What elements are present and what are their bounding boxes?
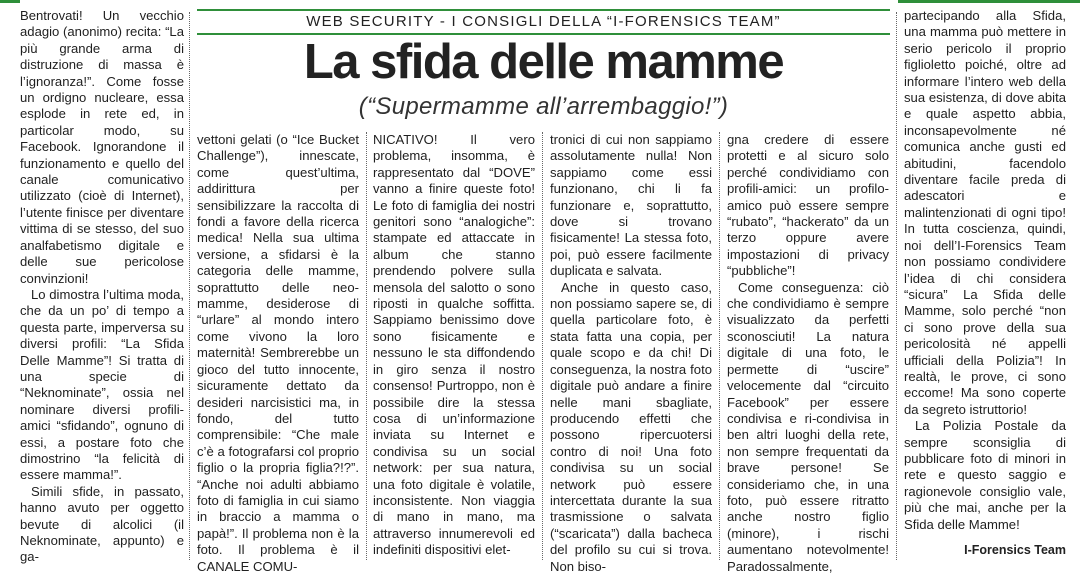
section-header: WEB SECURITY - I CONSIGLI DELLA “I-FORENSICS TEAM”: [197, 9, 890, 35]
article-column-6: [904, 8, 1066, 533]
paragraph: Come conseguenza: ciò che condividiamo è sempre visualizzato da perfetti sconosciuti! La natura digitale di una foto, le permette di “uscire” velocemente dal “circuito Facebook” per essere condivisa e ri-condivisa in ben altri luoghi della rete, non sempre frequentati da brave persone! Se consideriamo che, in una foto, può essere ritratto anche nostro figlio (minore), i rischi aumentano notevolmente! Paradossalmente,: [727, 279, 889, 574]
article-column-5: [727, 132, 889, 575]
column-divider: [719, 132, 720, 560]
article-column-4: [550, 132, 712, 575]
paragraph: partecipando alla Sfida, una mamma può mettere in serio pericolo il proprio figlioletto poiché, oltre ad informare l’intero web della sua esistenza, di dove abita e quale aspetto abbia, inconsapevolmente né comunica anche gusti ed abitudini, facendolo diventare facile preda di adescatori e malintenzionati di ogni tipo! In tutta coscienza, quindi, noi dell’I-Forensics Team non possiamo condividere l’idea di chi considera “sicura” La Sfida delle Mamme, solo perché “non ci sono prove della sua pericolosità né appelli ufficiali della Polizia”! In realtà, le prove, ci sono eccome! Ma sono coperte da segreto istruttorio!: [904, 8, 1066, 417]
article-column-3: [373, 132, 535, 559]
paragraph: tronici di cui non sappiamo assolutamente nulla! Non sappiamo come essi funzionano, chi li fa funzionare e, soprattutto, dove si trovano fisicamente! La stessa foto, poi, può essere facilmente duplicata e salvata.: [550, 132, 712, 279]
column-divider: [542, 132, 543, 560]
paragraph: vettoni gelati (o “Ice Bucket Challenge”), innescate, come quest’ultima, addirittura per sensibilizzare la raccolta di fondi a favore della ricerca medica! Nella sua ultima versione, a sfidarsi è la categoria delle mamme, soprattutto delle neo-mamme, desiderose di “urlare” al mondo intero come vivono la loro maternità! Sembrerebbe un gioco del tutto innocente, sicuramente dettato da desideri narcisistici ma, in fondo, del tutto comprensibile: “Che male c’è a fotografarsi col proprio figlio o la propria figlia?!?”. “Anche noi adulti abbiamo foto di famiglia in cui siamo in braccio a mamma o papà!”. Il problema non è la foto. Il problema è il CANALE COMU-: [197, 132, 359, 574]
top-accent-rule-left: [0, 0, 20, 3]
paragraph: Simili sfide, in passato, hanno avuto per oggetto bevute di alcolici (il Neknominate, appunto) e ga-: [20, 483, 184, 565]
paragraph: Bentrovati! Un vecchio adagio (anonimo) recita: “La più grande arma di distruzione di massa è l’ignoranza!”. Come fosse un ordigno nucleare, essa esplode in rete ed, in particolar modo, su Facebook. Ignorandone il funzionamento e quello del canale comunicativo utilizzato (cioè di Internet), l’utente finisce per diventare vittima di se stesso, del suo analfabetismo digitale e delle sue pericolose convinzioni!: [20, 8, 184, 286]
article-column-2: [197, 132, 359, 575]
paragraph: NICATIVO! Il vero problema, insomma, è rappresentato dal “DOVE” vanno a finire queste foto! Le foto di famiglia dei nostri genitori sono “analogiche”: stampate ed attaccate in album che stanno prendendo polvere sulla mensola del salotto o sono riposti in qualche soffitta. Sappiamo benissimo dove sono fisicamente e nessuno le sta diffondendo in giro senza il nostro consenso! Purtroppo, non è possibile dire la stessa cosa di un’informazione inviata su Internet e condivisa su un social network: per sua natura, una foto digitale è volatile, inconsistente. Non viaggia di mano in mano, ma attraverso innumerevoli ed indefiniti dispositivi elet-: [373, 132, 535, 558]
article-subtitle: (“Supermamme all’arrembaggio!”): [358, 93, 729, 120]
paragraph: gna credere di essere protetti e al sicuro solo perché condividiamo con profili-amici: un profilo-amico può essere sempre “rubato”, “hackerato” da un terzo oppure avere impostazioni di privacy “pubbliche”!: [727, 132, 889, 279]
article-title: La sfida delle mamme: [303, 35, 784, 89]
column-divider: [366, 132, 367, 560]
paragraph: La Polizia Postale da sempre sconsiglia di pubblicare foto di minori in rete e questo saggio e ragionevole consiglio vale, più che mai, anche per la Sfida delle Mamme!: [904, 418, 1066, 532]
column-divider: [896, 12, 897, 560]
paragraph: Lo dimostra l’ultima moda, che da un po’ di tempo a questa parte, imperversa su diversi profili: “La Sfida Delle Mamme”! Si tratta di una specie di “Neknominate”, ossia nel nominare diversi profili-amici “sfidando”, ognuno di essi, a postare foto che dimostrino “la felicità di essere mamma!”.: [20, 286, 184, 483]
column-divider: [189, 12, 190, 560]
article-column-1: [20, 8, 184, 566]
paragraph: Anche in questo caso, non possiamo sapere se, di quella particolare foto, è stata fatta una copia, per quale scopo e da chi! Di conseguenza, la nostra foto digitale può andare a finire nelle mani sbagliate, producendo effetti che possono ripercuotersi contro di noi! Una foto condivisa su un social network può essere intercettata durante la sua trasmissione o salvata (“scaricata”) dalla bacheca del profilo su cui si trova. Non biso-: [550, 279, 712, 574]
author-signature: I-Forensics Team: [964, 543, 1066, 557]
top-accent-rule-right: [898, 0, 1080, 3]
